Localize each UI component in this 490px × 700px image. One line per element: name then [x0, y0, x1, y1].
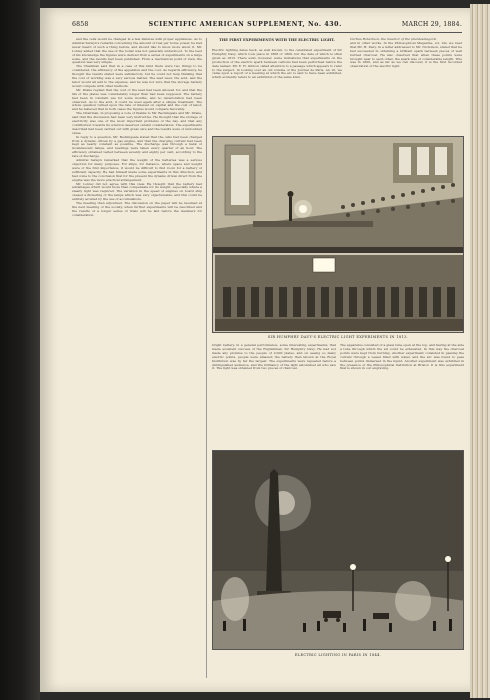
article-subtext: Curtius Robertson, the inventor of the phantasmagoria: [350, 38, 437, 41]
lecture-hall-illustration: [213, 137, 464, 333]
article-intro-continued: [350, 38, 462, 133]
davy-engraving: [212, 136, 464, 333]
paragraph: The Chairman, in proposing a vote of thanks to Mr. Beckingsale and Mr. Drake, said that the discussion had been very instructive. He thought that the storage of electricity was one of the most important problems of the day, and that any contribution towards its solution deserved careful consideration. The experiments described had been carried out with great care and the results were of undoubted value.: [72, 111, 202, 135]
paragraph: and the cells would be changed in a few minutes with proper appliances. As to Admiral Selwyn's remarks concerning the amount of fuel per horse power, he had never heard of such a thing before, and should like to know more about it. Mr. Lobley added that the use of the boiler was not generally understood. To the best of his knowledge the figures were derived from a series of experiments on a large scale, and the results had been published. From a mechanical point of view, the question was very simple.: [72, 38, 202, 65]
page-edges: [470, 4, 490, 698]
book-spine: [0, 0, 40, 700]
publication-title: SCIENTIFIC AMERICAN SUPPLEMENT, No. 430.: [148, 20, 342, 28]
obelisk-night-illustration: [213, 451, 464, 650]
paragraph: Mr. Lobley did not agree with this view. He thought that the battery had advantages which would more than compensate for its weight, especially where a steady light was required. The variation in the speed of engines on board ship caused a flickering of the lamps which was very objectionable, and this could be entirely avoided by the use of accumulators.: [72, 181, 202, 202]
page-number: 6858: [72, 20, 89, 28]
column-divider: [206, 38, 207, 678]
article-intro: Electric lighting dates back, as well known, to the celebrated experiment of Sir Humphry Davy, which took place in 1808 or 1809, but the date of which is often given as 1813. There exist, however, some indications that experiments on the production of the electric spark between carbons had been performed before the date named. Mr. E. H. Gibbon called attention to a passage which appears to refer to the subject. In looking over an old volume of the Journal de Paris, An 10, we came upon a report of a meeting at which the arc is said to have been exhibited, which evidently refers to an exhibition of the same kind.: [212, 49, 342, 80]
paris-engraving: [212, 450, 464, 650]
figure-caption: ELECTRIC LIGHTING IN PARIS IN 1844.: [294, 653, 382, 657]
paragraph: Admiral Selwyn remarked that the weight of the batteries was a serious objection for many purposes. For ships, for instance, where space and weight were of the first importance, it would be difficult to find room for a battery of sufficient capacity. He had himself made some experiments in this direction, and had come to the conclusion that for the present the dynamo driven direct from the engine was the more practical arrangement.: [72, 158, 202, 182]
paragraph: The meeting then adjourned. The discussion on the paper will be resumed at the next meeting of the society, when further experiments will be described and the results of a longer series of trials will be laid before the members for consideration.: [72, 201, 202, 217]
left-column-text: [72, 38, 202, 678]
article-text-column: The apparatus consisted of a glass tube open at the top, and having at the side a tube through which the air could be exhausted. In this way the charcoal points were kept from burning. Another experiment consisted in passing the current through a vessel filled with water, and the arc was found to pass between points immersed in the liquid. Another experiment was exhibited in the presence of the Philosophical Institution at Bristol. It is this experiment that is shown in our engraving.: [340, 344, 464, 371]
article-text: and in other works. In the Philosophical Magazine, vol. xiii, we read that Mr. H. Davy, in a letter addressed to Mr. Nicholson, stated that he had succeeded in obtaining a brilliant spark between pieces of well burned charcoal. He also observed that when these points were brought near to each other, the spark was of considerable length. This was in 1800, and as far as we can discover, it is the first recorded observation of the electric light.: [350, 40, 462, 69]
paragraph: Mr. Drake replied that the cost of the lead had been allowed for, and that the life of the plates was considerably longer than had been supposed. The battery had been in constant use for some months, and no deterioration had been observed. As to the acid, it could be used again after a simple treatment. The whole question turned upon the rate of interest on capital and the cost of labor, and he believed that in both cases the figures would compare favorably.: [72, 87, 202, 112]
page-content: [40, 8, 470, 692]
article-text-column: bright battery, in a general performance, some interesting experiments, that made excellent success of the Englishman, Sir Humphry Davy. He had not made any promise to the people of 2,000 plates, and on seeing so many electric points, people were amazed; the battery then known at the Royal Institution was by far the largest. The experiments were repeated before a distinguished audience, and the brilliancy of the light astonished all who saw it. The light was obtained from two pieces of charcoal.: [212, 344, 336, 371]
paragraph: The Chairman said that in a case of this kind there were two things to be considered, the efficiency of the apparatus and the cost. As regards efficiency, he thought the results stated were satisfactory, but he could not help thinking that the cost of working was a very serious matter. The lead used, the acid, and the labor would all add to the expense, and he was not sure that the storage battery would compete with other methods.: [72, 64, 202, 88]
figure-caption: SIR HUMPHRY DAVY'S ELECTRIC LIGHT EXPERIMENTS IN 1813.: [267, 335, 409, 339]
paragraph: In reply to a question, Mr. Beckingsale stated that the cells had been charged from a dynamo driven by a gas engine, and that the charging current had been kept as nearly constant as possible. The discharge was through a bank of incandescent lamps, and readings were taken every quarter of an hour. The efficiency obtained varied between seventy and eighty per cent, according to the rate of discharge.: [72, 134, 202, 159]
issue-date: MARCH 29, 1884.: [401, 20, 462, 28]
article-title: THE FIRST EXPERIMENTS WITH THE ELECTRIC LIGHT.: [219, 38, 335, 42]
